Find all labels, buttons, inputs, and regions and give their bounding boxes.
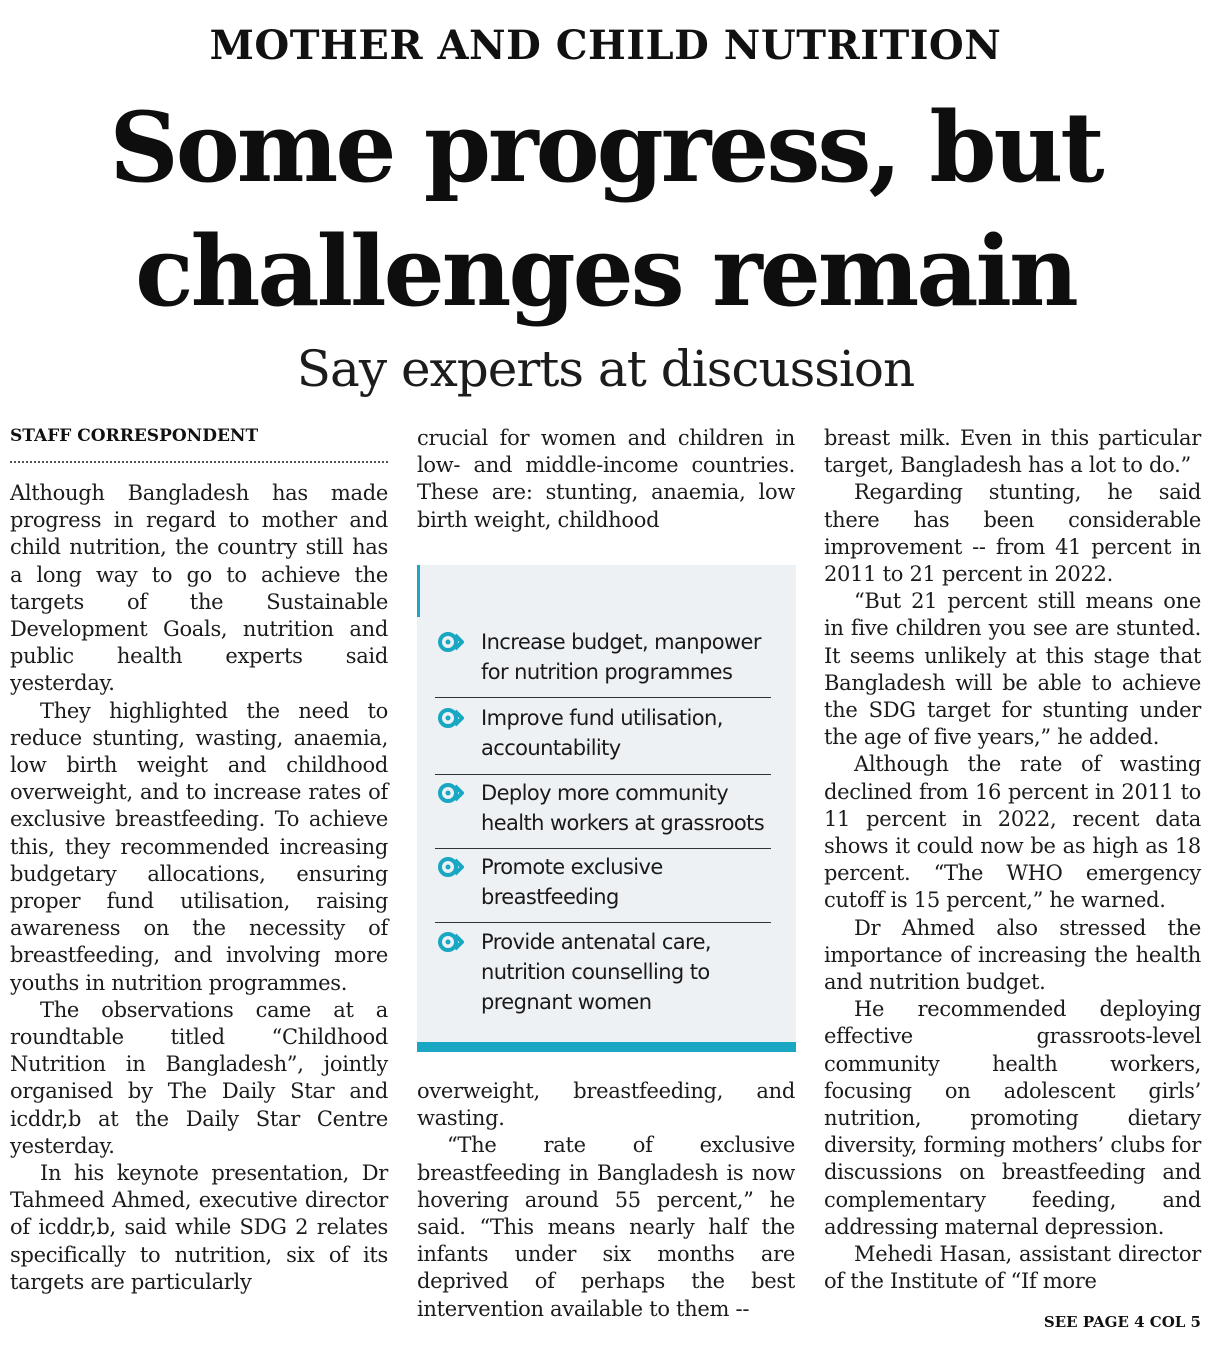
arrow-bullet-icon xyxy=(437,631,469,653)
paragraph: breast milk. Even in this particular target, Bangladesh has a lot to do.” xyxy=(824,426,1201,478)
article-column-2-top xyxy=(417,425,795,534)
box-accent-bar xyxy=(417,565,420,617)
recommendations-box xyxy=(417,565,796,1052)
subheadline: Say experts at discussion xyxy=(296,340,915,398)
arrow-bullet-icon xyxy=(437,707,469,729)
recommendation-text: Promote exclusive breastfeeding xyxy=(481,855,663,909)
recommendation-text: Provide antenatal care, nutrition counselling to pregnant women xyxy=(481,930,712,1014)
box-bottom-bar xyxy=(417,1042,796,1052)
paragraph: Mehedi Hasan, assistant director of the Institute of “If more xyxy=(824,1242,1201,1294)
paragraph: He recommended deploying effective grassroots-level community health workers, focusing on adolescent girls’ nutrition, promoting dietary diversity, forming mothers’ clubs for discussions on breastfeeding and complementary feeding, and addressing maternal depression. xyxy=(824,997,1201,1239)
byline: STAFF CORRESPONDENT xyxy=(10,426,259,446)
article-column-1 xyxy=(10,480,388,1296)
article-column-3 xyxy=(824,425,1201,1296)
headline-line-2: challenges remain xyxy=(135,215,1076,328)
paragraph: “The rate of exclusive breastfeeding in Bangladesh is now hovering around 55 percent,” he said. “This means nearly half the infants under six months are deprived of perhaps the best intervention available to them -- xyxy=(417,1133,795,1321)
paragraph: Although the rate of wasting declined from 16 percent in 2011 to 11 percent in 2022, recent data shows it could now be as high as 18 percent. “The WHO emergency cutoff is 15 percent,” he warned. xyxy=(824,752,1201,913)
arrow-bullet-icon xyxy=(437,782,469,804)
arrow-bullet-icon xyxy=(437,856,469,878)
recommendation-text: Improve fund utilisation, accountability xyxy=(481,706,723,760)
paragraph: Regarding stunting, he said there has been considerable improvement -- from 41 percent in 2011 to 21 percent in 2022. xyxy=(824,480,1201,587)
paragraph: In his keynote presentation, Dr Tahmeed Ahmed, executive director of icddr,b, said while SDG 2 relates specifically to nutrition, six of its targets are particularly xyxy=(10,1161,388,1294)
paragraph: Dr Ahmed also stressed the importance of increasing the health and nutrition budget. xyxy=(824,915,1201,995)
arrow-bullet-icon xyxy=(437,931,469,953)
paragraph: “But 21 percent still means one in five children you see are stunted. It seems unlikely at this stage that Bangladesh will be able to achieve the SDG target for stunting under the age of five years,” he added. xyxy=(824,589,1201,750)
paragraph: Although Bangladesh has made progress in regard to mother and child nutrition, the country still has a long way to go to achieve the targets of the Sustainable Development Goals, nutrition and public health experts said yesterday. xyxy=(10,481,388,696)
jump-line: SEE PAGE 4 COL 5 xyxy=(1043,1313,1201,1331)
headline xyxy=(0,86,1211,334)
item-divider xyxy=(435,848,771,849)
paragraph: overweight, breastfeeding, and wasting. xyxy=(417,1079,795,1131)
item-divider xyxy=(435,697,771,698)
headline-line-1: Some progress, but xyxy=(109,91,1102,204)
item-divider xyxy=(435,774,771,775)
paragraph: They highlighted the need to reduce stunting, wasting, anaemia, low birth weight and childhood overweight, and to increase rates of exclusive breastfeeding. To achieve this, they recommended increasing budgetary allocations, ensuring proper fund utilisation, raising awareness on the necessity of breastfeeding, and involving more youths in nutrition programmes. xyxy=(10,698,388,995)
paragraph: The observations came at a roundtable titled “Childhood Nutrition in Bangladesh”, jointly organised by The Daily Star and icddr,b at the Daily Star Centre yesterday. xyxy=(10,997,388,1158)
byline-divider xyxy=(10,461,388,463)
article-column-2-bottom xyxy=(417,1078,795,1323)
recommendation-text: Deploy more community health workers at grassroots xyxy=(481,781,765,835)
section-kicker: MOTHER AND CHILD NUTRITION xyxy=(209,22,1002,69)
recommendation-text: Increase budget, manpower for nutrition programmes xyxy=(481,630,761,684)
paragraph: crucial for women and children in low- and middle-income countries. These are: stunting, anaemia, low birth weight, childhood xyxy=(417,426,795,532)
item-divider xyxy=(435,922,771,923)
